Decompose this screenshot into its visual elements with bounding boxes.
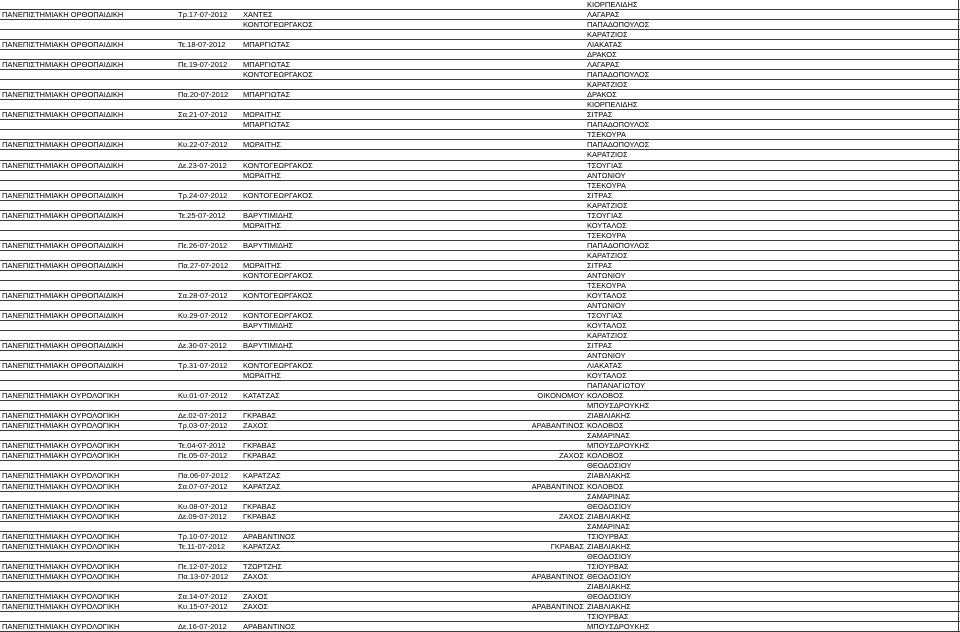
staff-cell: ΘΕΟΔΟΣΙΟΥ bbox=[587, 571, 632, 581]
surgeon-cell: ΜΠΑΡΓΙΩΤΑΣ bbox=[243, 40, 291, 50]
surgeon-cell: ΜΩΡΑΙΤΗΣ bbox=[243, 170, 282, 180]
second-surgeon-cell: ΑΡΑΒΑΝΤΙΝΟΣ bbox=[531, 601, 584, 611]
table-row bbox=[0, 221, 960, 231]
table-row bbox=[0, 391, 960, 401]
staff-cell: ΑΝΤΩΝΙΟΥ bbox=[587, 170, 626, 180]
clinic-cell: ΠΑΝΕΠΙΣΤΗΜΙΑΚΗ ΟΥΡΟΛΟΓΙΚΗ bbox=[2, 531, 120, 541]
table-row bbox=[0, 10, 960, 20]
clinic-cell: ΠΑΝΕΠΙΣΤΗΜΙΑΚΗ ΟΡΘΟΠΑΙΔΙΚΗ bbox=[2, 40, 124, 50]
table-row bbox=[0, 482, 960, 492]
staff-cell: ΘΕΟΔΟΣΙΟΥ bbox=[587, 591, 632, 601]
staff-cell: ΣΙΤΡΑΣ bbox=[587, 110, 613, 120]
table-row bbox=[0, 421, 960, 431]
date-cell: Σα.14-07-2012 bbox=[178, 591, 228, 601]
staff-cell: ΜΠΟΥΣΔΡΟΥΚΗΣ bbox=[587, 401, 650, 411]
table-row bbox=[0, 562, 960, 572]
staff-cell: ΚΙΟΡΠΕΛΙΔΗΣ bbox=[587, 100, 638, 110]
table-row bbox=[0, 401, 960, 411]
date-cell: Δε.30-07-2012 bbox=[178, 341, 227, 351]
date-cell: Πα.06-07-2012 bbox=[178, 471, 229, 481]
table-row bbox=[0, 311, 960, 321]
table-row bbox=[0, 602, 960, 612]
surgeon-cell: ΚΟΝΤΟΓΕΩΡΓΑΚΟΣ bbox=[243, 190, 313, 200]
surgeon-cell: ΜΩΡΑΙΤΗΣ bbox=[243, 110, 282, 120]
table-row bbox=[0, 231, 960, 241]
table-row bbox=[0, 181, 960, 191]
staff-cell: ΚΑΡΑΤΖΙΟΣ bbox=[587, 331, 628, 341]
second-surgeon-cell: ΟΙΚΟΝΟΜΟΥ bbox=[537, 391, 584, 401]
staff-cell: ΚΟΥΤΑΛΟΣ bbox=[587, 371, 627, 381]
surgeon-cell: ΜΠΑΡΓΙΩΤΑΣ bbox=[243, 60, 291, 70]
staff-cell: ΚΑΡΑΤΖΙΟΣ bbox=[587, 250, 628, 260]
table-row bbox=[0, 552, 960, 562]
staff-cell: ΖΙΑΒΛΙΑΚΗΣ bbox=[587, 411, 631, 421]
date-cell: Κυ.15-07-2012 bbox=[178, 601, 228, 611]
date-cell: Δε.02-07-2012 bbox=[178, 411, 227, 421]
second-surgeon-cell: ΖΑΧΟΣ bbox=[558, 451, 584, 461]
staff-cell: ΣΙΤΡΑΣ bbox=[587, 341, 613, 351]
date-cell: Τε.11-07-2012 bbox=[178, 541, 225, 551]
second-surgeon-cell: ΓΚΡΑΒΑΣ bbox=[550, 541, 584, 551]
staff-cell: ΠΑΠΑΔΟΠΟΥΛΟΣ bbox=[587, 70, 650, 80]
table-row bbox=[0, 241, 960, 251]
surgeon-cell: ΤΖΩΡΤΖΗΣ bbox=[243, 561, 282, 571]
staff-cell: ΠΑΠΑΝΑΓΙΩΤΟΥ bbox=[587, 381, 646, 391]
staff-cell: ΠΑΠΑΔΟΠΟΥΛΟΣ bbox=[587, 120, 650, 130]
surgeon-cell: ΚΑΡΑΤΖΑΣ bbox=[243, 471, 281, 481]
date-cell: Πε.26-07-2012 bbox=[178, 240, 228, 250]
table-row bbox=[0, 431, 960, 441]
table-row bbox=[0, 20, 960, 30]
table-row bbox=[0, 471, 960, 481]
table-row bbox=[0, 110, 960, 120]
surgeon-cell: ΒΑΡΥΤΙΜΙΔΗΣ bbox=[243, 240, 294, 250]
clinic-cell: ΠΑΝΕΠΙΣΤΗΜΙΑΚΗ ΟΡΘΟΠΑΙΔΙΚΗ bbox=[2, 10, 124, 20]
staff-cell: ΣΙΤΡΑΣ bbox=[587, 260, 613, 270]
staff-cell: ΤΣΕΚΟΥΡΑ bbox=[587, 180, 627, 190]
clinic-cell: ΠΑΝΕΠΙΣΤΗΜΙΑΚΗ ΟΡΘΟΠΑΙΔΙΚΗ bbox=[2, 290, 124, 300]
date-cell: Τρ.10-07-2012 bbox=[178, 531, 228, 541]
staff-cell: ΤΣΟΥΓΙΑΣ bbox=[587, 210, 623, 220]
table-row bbox=[0, 301, 960, 311]
surgeon-cell: ΖΑΧΟΣ bbox=[243, 571, 269, 581]
table-row bbox=[0, 30, 960, 40]
staff-cell: ΤΣΙΟΥΡΒΑΣ bbox=[587, 531, 629, 541]
date-cell: Πα.27-07-2012 bbox=[178, 260, 229, 270]
surgeon-cell: ΜΩΡΑΙΤΗΣ bbox=[243, 220, 282, 230]
staff-cell: ΚΟΛΟΒΟΣ bbox=[587, 451, 624, 461]
table-row bbox=[0, 191, 960, 201]
surgeon-cell: ΚΑΤΑΤΖΑΣ bbox=[243, 391, 280, 401]
surgeon-cell: ΚΟΝΤΟΓΕΩΡΓΑΚΟΣ bbox=[243, 270, 313, 280]
staff-cell: ΤΣΙΟΥΡΒΑΣ bbox=[587, 611, 629, 621]
clinic-cell: ΠΑΝΕΠΙΣΤΗΜΙΑΚΗ ΟΡΘΟΠΑΙΔΙΚΗ bbox=[2, 160, 124, 170]
surgeon-cell: ΜΩΡΑΙΤΗΣ bbox=[243, 260, 282, 270]
table-row bbox=[0, 130, 960, 140]
staff-cell: ΚΑΡΑΤΖΙΟΣ bbox=[587, 80, 628, 90]
staff-cell: ΖΙΑΒΛΙΑΚΗΣ bbox=[587, 601, 631, 611]
clinic-cell: ΠΑΝΕΠΙΣΤΗΜΙΑΚΗ ΟΡΘΟΠΑΙΔΙΚΗ bbox=[2, 110, 124, 120]
surgeon-cell: ΓΚΡΑΒΑΣ bbox=[243, 501, 277, 511]
date-cell: Τε.25-07-2012 bbox=[178, 210, 226, 220]
second-surgeon-cell: ΑΡΑΒΑΝΤΙΝΟΣ bbox=[531, 481, 584, 491]
table-row bbox=[0, 622, 960, 632]
table-row bbox=[0, 512, 960, 522]
staff-cell: ΔΡΑΚΟΣ bbox=[587, 50, 617, 60]
date-cell: Πε.05-07-2012 bbox=[178, 451, 228, 461]
clinic-cell: ΠΑΝΕΠΙΣΤΗΜΙΑΚΗ ΟΥΡΟΛΟΓΙΚΗ bbox=[2, 441, 120, 451]
clinic-cell: ΠΑΝΕΠΙΣΤΗΜΙΑΚΗ ΟΥΡΟΛΟΓΙΚΗ bbox=[2, 421, 120, 431]
table-row bbox=[0, 522, 960, 532]
second-surgeon-cell: ΑΡΑΒΑΝΤΙΝΟΣ bbox=[531, 421, 584, 431]
date-cell: Τε.18-07-2012 bbox=[178, 40, 226, 50]
surgeon-cell: ΚΟΝΤΟΓΕΩΡΓΑΚΟΣ bbox=[243, 290, 313, 300]
date-cell: Πε.19-07-2012 bbox=[178, 60, 228, 70]
clinic-cell: ΠΑΝΕΠΙΣΤΗΜΙΑΚΗ ΟΡΘΟΠΑΙΔΙΚΗ bbox=[2, 361, 124, 371]
staff-cell: ΤΣΕΚΟΥΡΑ bbox=[587, 130, 627, 140]
staff-cell: ΖΙΑΒΛΙΑΚΗΣ bbox=[587, 511, 631, 521]
surgeon-cell: ΧΑΝΤΕΣ bbox=[243, 10, 273, 20]
surgeon-cell: ΚΟΝΤΟΓΕΩΡΓΑΚΟΣ bbox=[243, 361, 313, 371]
table-row bbox=[0, 0, 960, 10]
surgeon-cell: ΒΑΡΥΤΙΜΙΔΗΣ bbox=[243, 321, 294, 331]
clinic-cell: ΠΑΝΕΠΙΣΤΗΜΙΑΚΗ ΟΥΡΟΛΟΓΙΚΗ bbox=[2, 511, 120, 521]
table-row bbox=[0, 120, 960, 130]
staff-cell: ΖΙΑΒΛΙΑΚΗΣ bbox=[587, 471, 631, 481]
surgeon-cell: ΚΟΝΤΟΓΕΩΡΓΑΚΟΣ bbox=[243, 310, 313, 320]
date-cell: Πα.20-07-2012 bbox=[178, 90, 229, 100]
surgeon-cell: ΖΑΧΟΣ bbox=[243, 421, 269, 431]
clinic-cell: ΠΑΝΕΠΙΣΤΗΜΙΑΚΗ ΟΥΡΟΛΟΓΙΚΗ bbox=[2, 571, 120, 581]
staff-cell: ΤΣΟΥΓΙΑΣ bbox=[587, 310, 623, 320]
table-row bbox=[0, 582, 960, 592]
staff-cell: ΑΝΤΩΝΙΟΥ bbox=[587, 270, 626, 280]
date-cell: Σα.21-07-2012 bbox=[178, 110, 228, 120]
table-row bbox=[0, 261, 960, 271]
surgeon-cell: ΚΟΝΤΟΓΕΩΡΓΑΚΟΣ bbox=[243, 160, 313, 170]
clinic-cell: ΠΑΝΕΠΙΣΤΗΜΙΑΚΗ ΟΡΘΟΠΑΙΔΙΚΗ bbox=[2, 341, 124, 351]
table-row bbox=[0, 171, 960, 181]
surgeon-cell: ΚΑΡΑΤΖΑΣ bbox=[243, 481, 281, 491]
table-row bbox=[0, 50, 960, 60]
table-row bbox=[0, 100, 960, 110]
table-row bbox=[0, 502, 960, 512]
date-cell: Δε.23-07-2012 bbox=[178, 160, 227, 170]
date-cell: Κυ.22-07-2012 bbox=[178, 140, 228, 150]
staff-cell: ΚΟΥΤΑΛΟΣ bbox=[587, 290, 627, 300]
staff-cell: ΚΟΥΤΑΛΟΣ bbox=[587, 220, 627, 230]
surgeon-cell: ΒΑΡΥΤΙΜΙΔΗΣ bbox=[243, 210, 294, 220]
clinic-cell: ΠΑΝΕΠΙΣΤΗΜΙΑΚΗ ΟΡΘΟΠΑΙΔΙΚΗ bbox=[2, 140, 124, 150]
table-row bbox=[0, 381, 960, 391]
clinic-cell: ΠΑΝΕΠΙΣΤΗΜΙΑΚΗ ΟΡΘΟΠΑΙΔΙΚΗ bbox=[2, 210, 124, 220]
clinic-cell: ΠΑΝΕΠΙΣΤΗΜΙΑΚΗ ΟΡΘΟΠΑΙΔΙΚΗ bbox=[2, 90, 124, 100]
clinic-cell: ΠΑΝΕΠΙΣΤΗΜΙΑΚΗ ΟΡΘΟΠΑΙΔΙΚΗ bbox=[2, 310, 124, 320]
table-row bbox=[0, 612, 960, 622]
table-row bbox=[0, 80, 960, 90]
second-surgeon-cell: ΑΡΑΒΑΝΤΙΝΟΣ bbox=[531, 571, 584, 581]
surgeon-cell: ΖΑΧΟΣ bbox=[243, 601, 269, 611]
clinic-cell: ΠΑΝΕΠΙΣΤΗΜΙΑΚΗ ΟΥΡΟΛΟΓΙΚΗ bbox=[2, 591, 120, 601]
table-row bbox=[0, 150, 960, 160]
surgeon-cell: ΑΡΑΒΑΝΤΙΝΟΣ bbox=[243, 531, 296, 541]
staff-cell: ΚΟΛΟΒΟΣ bbox=[587, 421, 624, 431]
clinic-cell: ΠΑΝΕΠΙΣΤΗΜΙΑΚΗ ΟΥΡΟΛΟΓΙΚΗ bbox=[2, 541, 120, 551]
staff-cell: ΚΟΥΤΑΛΟΣ bbox=[587, 321, 627, 331]
surgeon-cell: ΚΑΡΑΤΖΑΣ bbox=[243, 541, 281, 551]
surgeon-cell: ΑΡΑΒΑΝΤΙΝΟΣ bbox=[243, 621, 296, 631]
staff-cell: ΤΣΕΚΟΥΡΑ bbox=[587, 230, 627, 240]
staff-cell: ΚΙΟΡΠΕΛΙΔΗΣ bbox=[587, 0, 638, 9]
staff-cell: ΣΑΜΑΡΙΝΑΣ bbox=[587, 491, 631, 501]
date-cell: Πα.13-07-2012 bbox=[178, 571, 229, 581]
date-cell: Δε.16-07-2012 bbox=[178, 621, 227, 631]
date-cell: Πε.12-07-2012 bbox=[178, 561, 228, 571]
table-row bbox=[0, 411, 960, 421]
table-row bbox=[0, 572, 960, 582]
clinic-cell: ΠΑΝΕΠΙΣΤΗΜΙΑΚΗ ΟΥΡΟΛΟΓΙΚΗ bbox=[2, 561, 120, 571]
table-row bbox=[0, 542, 960, 552]
clinic-cell: ΠΑΝΕΠΙΣΤΗΜΙΑΚΗ ΟΡΘΟΠΑΙΔΙΚΗ bbox=[2, 260, 124, 270]
staff-cell: ΑΝΤΩΝΙΟΥ bbox=[587, 300, 626, 310]
staff-cell: ΚΑΡΑΤΖΙΟΣ bbox=[587, 150, 628, 160]
table-row bbox=[0, 251, 960, 261]
surgeon-cell: ΚΟΝΤΟΓΕΩΡΓΑΚΟΣ bbox=[243, 20, 313, 30]
staff-cell: ΔΡΑΚΟΣ bbox=[587, 90, 617, 100]
staff-cell: ΣΑΜΑΡΙΝΑΣ bbox=[587, 521, 631, 531]
clinic-cell: ΠΑΝΕΠΙΣΤΗΜΙΑΚΗ ΟΥΡΟΛΟΓΙΚΗ bbox=[2, 411, 120, 421]
table-row bbox=[0, 341, 960, 351]
table-row bbox=[0, 492, 960, 502]
date-cell: Κυ.29-07-2012 bbox=[178, 310, 228, 320]
staff-cell: ΣΙΤΡΑΣ bbox=[587, 190, 613, 200]
table-row bbox=[0, 60, 960, 70]
table-row bbox=[0, 371, 960, 381]
staff-cell: ΤΣΙΟΥΡΒΑΣ bbox=[587, 561, 629, 571]
table-row bbox=[0, 291, 960, 301]
table-row bbox=[0, 161, 960, 171]
table-row bbox=[0, 281, 960, 291]
staff-cell: ΚΟΛΟΒΟΣ bbox=[587, 481, 624, 491]
staff-cell: ΘΕΟΔΟΣΙΟΥ bbox=[587, 501, 632, 511]
surgeon-cell: ΓΚΡΑΒΑΣ bbox=[243, 451, 277, 461]
clinic-cell: ΠΑΝΕΠΙΣΤΗΜΙΑΚΗ ΟΡΘΟΠΑΙΔΙΚΗ bbox=[2, 190, 124, 200]
clinic-cell: ΠΑΝΕΠΙΣΤΗΜΙΑΚΗ ΟΥΡΟΛΟΓΙΚΗ bbox=[2, 451, 120, 461]
staff-cell: ΠΑΠΑΔΟΠΟΥΛΟΣ bbox=[587, 140, 650, 150]
date-cell: Κυ.08-07-2012 bbox=[178, 501, 228, 511]
surgeon-cell: ΖΑΧΟΣ bbox=[243, 591, 269, 601]
staff-cell: ΤΣΟΥΓΙΑΣ bbox=[587, 160, 623, 170]
staff-cell: ΑΝΤΩΝΙΟΥ bbox=[587, 351, 626, 361]
table-row bbox=[0, 201, 960, 211]
clinic-cell: ΠΑΝΕΠΙΣΤΗΜΙΑΚΗ ΟΥΡΟΛΟΓΙΚΗ bbox=[2, 621, 120, 631]
date-cell: Τρ.24-07-2012 bbox=[178, 190, 228, 200]
table-row bbox=[0, 70, 960, 80]
staff-cell: ΠΑΠΑΔΟΠΟΥΛΟΣ bbox=[587, 240, 650, 250]
staff-cell: ΛΑΓΑΡΑΣ bbox=[587, 60, 620, 70]
table-row bbox=[0, 441, 960, 451]
clinic-cell: ΠΑΝΕΠΙΣΤΗΜΙΑΚΗ ΟΡΘΟΠΑΙΔΙΚΗ bbox=[2, 60, 124, 70]
surgeon-cell: ΓΚΡΑΒΑΣ bbox=[243, 441, 277, 451]
staff-cell: ΖΙΑΒΛΙΑΚΗΣ bbox=[587, 541, 631, 551]
second-surgeon-cell: ΖΑΧΟΣ bbox=[558, 511, 584, 521]
staff-cell: ΚΑΡΑΤΖΙΟΣ bbox=[587, 200, 628, 210]
staff-cell: ΛΑΓΑΡΑΣ bbox=[587, 10, 620, 20]
staff-cell: ΜΠΟΥΣΔΡΟΥΚΗΣ bbox=[587, 621, 650, 631]
surgeon-cell: ΜΠΑΡΓΙΩΤΑΣ bbox=[243, 90, 291, 100]
surgeon-cell: ΜΩΡΑΙΤΗΣ bbox=[243, 371, 282, 381]
table-row bbox=[0, 90, 960, 100]
staff-cell: ΚΟΛΟΒΟΣ bbox=[587, 391, 624, 401]
staff-cell: ΤΣΕΚΟΥΡΑ bbox=[587, 280, 627, 290]
table-row bbox=[0, 351, 960, 361]
clinic-cell: ΠΑΝΕΠΙΣΤΗΜΙΑΚΗ ΟΥΡΟΛΟΓΙΚΗ bbox=[2, 601, 120, 611]
date-cell: Τρ.17-07-2012 bbox=[178, 10, 228, 20]
table-row bbox=[0, 361, 960, 371]
staff-cell: ΛΙΑΚΑΤΑΣ bbox=[587, 40, 623, 50]
clinic-cell: ΠΑΝΕΠΙΣΤΗΜΙΑΚΗ ΟΡΘΟΠΑΙΔΙΚΗ bbox=[2, 240, 124, 250]
date-cell: Κυ.01-07-2012 bbox=[178, 391, 228, 401]
staff-cell: ΖΙΑΒΛΙΑΚΗΣ bbox=[587, 581, 631, 591]
date-cell: Σα.28-07-2012 bbox=[178, 290, 228, 300]
date-cell: Τρ.31-07-2012 bbox=[178, 361, 228, 371]
clinic-cell: ΠΑΝΕΠΙΣΤΗΜΙΑΚΗ ΟΥΡΟΛΟΓΙΚΗ bbox=[2, 391, 120, 401]
staff-cell: ΘΕΟΔΟΣΙΟΥ bbox=[587, 461, 632, 471]
surgeon-cell: ΚΟΝΤΟΓΕΩΡΓΑΚΟΣ bbox=[243, 70, 313, 80]
table-row bbox=[0, 451, 960, 461]
table-row bbox=[0, 592, 960, 602]
table-row bbox=[0, 140, 960, 150]
staff-cell: ΚΑΡΑΤΖΙΟΣ bbox=[587, 30, 628, 40]
table-row bbox=[0, 321, 960, 331]
clinic-cell: ΠΑΝΕΠΙΣΤΗΜΙΑΚΗ ΟΥΡΟΛΟΓΙΚΗ bbox=[2, 501, 120, 511]
surgeon-cell: ΓΚΡΑΒΑΣ bbox=[243, 411, 277, 421]
surgeon-cell: ΒΑΡΥΤΙΜΙΔΗΣ bbox=[243, 341, 294, 351]
staff-cell: ΜΠΟΥΣΔΡΟΥΚΗΣ bbox=[587, 441, 650, 451]
table-row bbox=[0, 211, 960, 221]
staff-cell: ΛΙΑΚΑΤΑΣ bbox=[587, 361, 623, 371]
table-row bbox=[0, 271, 960, 281]
table-row bbox=[0, 40, 960, 50]
table-row bbox=[0, 461, 960, 471]
table-row bbox=[0, 331, 960, 341]
date-cell: Δε.09-07-2012 bbox=[178, 511, 227, 521]
clinic-cell: ΠΑΝΕΠΙΣΤΗΜΙΑΚΗ ΟΥΡΟΛΟΓΙΚΗ bbox=[2, 481, 120, 491]
date-cell: Σα.07-07-2012 bbox=[178, 481, 228, 491]
staff-cell: ΘΕΟΔΟΣΙΟΥ bbox=[587, 551, 632, 561]
table-row bbox=[0, 532, 960, 542]
surgeon-cell: ΜΩΡΑΙΤΗΣ bbox=[243, 140, 282, 150]
staff-cell: ΣΑΜΑΡΙΝΑΣ bbox=[587, 431, 631, 441]
surgeon-cell: ΜΠΑΡΓΙΩΤΑΣ bbox=[243, 120, 291, 130]
date-cell: Τρ.03-07-2012 bbox=[178, 421, 228, 431]
date-cell: Τε.04-07-2012 bbox=[178, 441, 226, 451]
staff-cell: ΠΑΠΑΔΟΠΟΥΛΟΣ bbox=[587, 20, 650, 30]
surgeon-cell: ΓΚΡΑΒΑΣ bbox=[243, 511, 277, 521]
clinic-cell: ΠΑΝΕΠΙΣΤΗΜΙΑΚΗ ΟΥΡΟΛΟΓΙΚΗ bbox=[2, 471, 120, 481]
